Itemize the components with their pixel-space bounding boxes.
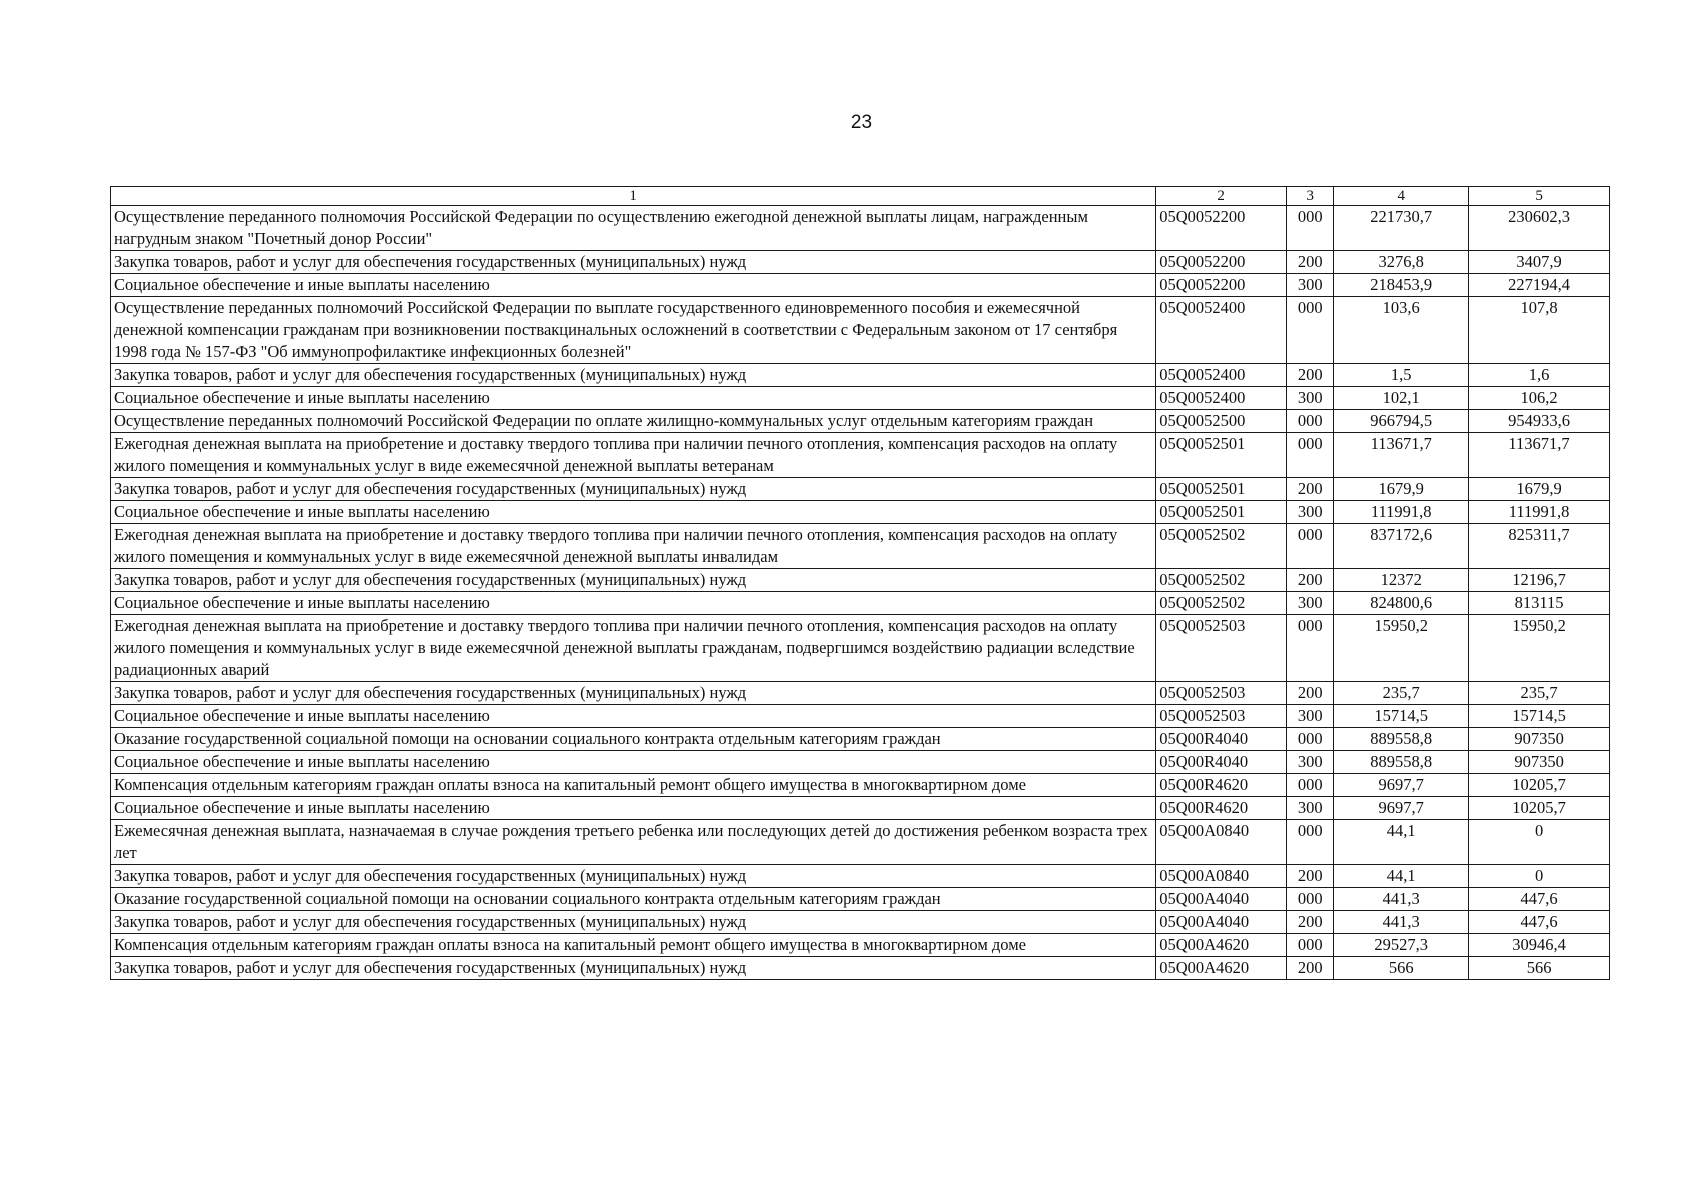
row-expense-type: 000 <box>1287 820 1334 865</box>
row-target-code: 05Q0052502 <box>1156 524 1287 569</box>
row-description: Социальное обеспечение и иные выплаты населению <box>111 705 1156 728</box>
row-amount-col5: 106,2 <box>1469 387 1610 410</box>
row-amount-col5: 566 <box>1469 957 1610 980</box>
row-description: Ежегодная денежная выплата на приобретение и доставку твердого топлива при наличии печного отопления, компенсация расходов на оплату жилого помещения и коммунальных услуг в виде ежемесячной денежной выплаты ветеранам <box>111 433 1156 478</box>
row-amount-col4: 441,3 <box>1334 911 1469 934</box>
row-amount-col5: 447,6 <box>1469 888 1610 911</box>
row-target-code: 05Q0052502 <box>1156 569 1287 592</box>
row-expense-type: 000 <box>1287 615 1334 682</box>
row-amount-col5: 907350 <box>1469 728 1610 751</box>
column-number-4: 4 <box>1334 187 1469 206</box>
row-description: Социальное обеспечение и иные выплаты населению <box>111 274 1156 297</box>
row-amount-col5: 907350 <box>1469 751 1610 774</box>
table-row <box>111 911 1610 934</box>
table-row <box>111 820 1610 865</box>
budget-table <box>110 186 1610 980</box>
row-amount-col5: 1,6 <box>1469 364 1610 387</box>
row-target-code: 05Q00A4040 <box>1156 911 1287 934</box>
row-amount-col4: 44,1 <box>1334 865 1469 888</box>
row-description: Социальное обеспечение и иные выплаты населению <box>111 592 1156 615</box>
row-amount-col5: 813115 <box>1469 592 1610 615</box>
row-description: Закупка товаров, работ и услуг для обеспечения государственных (муниципальных) нужд <box>111 478 1156 501</box>
row-description: Социальное обеспечение и иные выплаты населению <box>111 387 1156 410</box>
row-description: Оказание государственной социальной помощи на основании социального контракта отдельным категориям граждан <box>111 888 1156 911</box>
table-row <box>111 524 1610 569</box>
row-target-code: 05Q0052200 <box>1156 206 1287 251</box>
row-expense-type: 200 <box>1287 478 1334 501</box>
table-row <box>111 569 1610 592</box>
row-expense-type: 300 <box>1287 592 1334 615</box>
row-target-code: 05Q0052501 <box>1156 478 1287 501</box>
row-description: Ежегодная денежная выплата на приобретение и доставку твердого топлива при наличии печного отопления, компенсация расходов на оплату жилого помещения и коммунальных услуг в виде ежемесячной денежной выплаты гражданам, подвергшимся воздействию радиации вследствие радиационных аварий <box>111 615 1156 682</box>
table-row <box>111 751 1610 774</box>
row-expense-type: 300 <box>1287 387 1334 410</box>
row-target-code: 05Q0052400 <box>1156 364 1287 387</box>
column-number-3: 3 <box>1287 187 1334 206</box>
row-target-code: 05Q00R4620 <box>1156 774 1287 797</box>
row-amount-col4: 235,7 <box>1334 682 1469 705</box>
row-description: Социальное обеспечение и иные выплаты населению <box>111 751 1156 774</box>
table-row <box>111 705 1610 728</box>
row-amount-col4: 103,6 <box>1334 297 1469 364</box>
table-row <box>111 433 1610 478</box>
row-description: Закупка товаров, работ и услуг для обеспечения государственных (муниципальных) нужд <box>111 682 1156 705</box>
row-amount-col4: 889558,8 <box>1334 728 1469 751</box>
column-number-5: 5 <box>1469 187 1610 206</box>
row-expense-type: 000 <box>1287 433 1334 478</box>
table-row <box>111 297 1610 364</box>
table-row <box>111 797 1610 820</box>
row-target-code: 05Q00R4040 <box>1156 751 1287 774</box>
row-amount-col5: 111991,8 <box>1469 501 1610 524</box>
column-number-2: 2 <box>1156 187 1287 206</box>
table-row <box>111 387 1610 410</box>
table-row <box>111 728 1610 751</box>
row-target-code: 05Q0052200 <box>1156 251 1287 274</box>
row-target-code: 05Q0052200 <box>1156 274 1287 297</box>
row-amount-col4: 218453,9 <box>1334 274 1469 297</box>
row-target-code: 05Q0052501 <box>1156 433 1287 478</box>
table-row <box>111 934 1610 957</box>
row-amount-col5: 230602,3 <box>1469 206 1610 251</box>
row-expense-type: 000 <box>1287 774 1334 797</box>
row-amount-col4: 1679,9 <box>1334 478 1469 501</box>
row-target-code: 05Q0052502 <box>1156 592 1287 615</box>
row-description: Закупка товаров, работ и услуг для обеспечения государственных (муниципальных) нужд <box>111 957 1156 980</box>
column-number-1: 1 <box>111 187 1156 206</box>
table-row <box>111 478 1610 501</box>
row-amount-col4: 824800,6 <box>1334 592 1469 615</box>
row-description: Компенсация отдельным категориям граждан оплаты взноса на капитальный ремонт общего имущества в многоквартирном доме <box>111 774 1156 797</box>
row-description: Социальное обеспечение и иные выплаты населению <box>111 797 1156 820</box>
table-row <box>111 410 1610 433</box>
row-description: Осуществление переданного полномочия Российской Федерации по осуществлению ежегодной денежной выплаты лицам, награжденным нагрудным знаком "Почетный донор России" <box>111 206 1156 251</box>
row-expense-type: 200 <box>1287 957 1334 980</box>
row-expense-type: 300 <box>1287 501 1334 524</box>
row-expense-type: 300 <box>1287 797 1334 820</box>
row-expense-type: 200 <box>1287 364 1334 387</box>
row-expense-type: 000 <box>1287 206 1334 251</box>
row-amount-col5: 235,7 <box>1469 682 1610 705</box>
row-description: Социальное обеспечение и иные выплаты населению <box>111 501 1156 524</box>
page-number: 23 <box>850 112 873 133</box>
row-target-code: 05Q00R4040 <box>1156 728 1287 751</box>
row-target-code: 05Q0052503 <box>1156 615 1287 682</box>
row-expense-type: 300 <box>1287 705 1334 728</box>
row-amount-col4: 889558,8 <box>1334 751 1469 774</box>
row-amount-col4: 9697,7 <box>1334 774 1469 797</box>
row-amount-col4: 111991,8 <box>1334 501 1469 524</box>
row-amount-col4: 44,1 <box>1334 820 1469 865</box>
table-row <box>111 206 1610 251</box>
row-amount-col5: 3407,9 <box>1469 251 1610 274</box>
row-expense-type: 200 <box>1287 569 1334 592</box>
row-description: Закупка товаров, работ и услуг для обеспечения государственных (муниципальных) нужд <box>111 364 1156 387</box>
row-description: Ежегодная денежная выплата на приобретение и доставку твердого топлива при наличии печного отопления, компенсация расходов на оплату жилого помещения и коммунальных услуг в виде ежемесячной денежной выплаты инвалидам <box>111 524 1156 569</box>
row-amount-col4: 15714,5 <box>1334 705 1469 728</box>
row-amount-col5: 954933,6 <box>1469 410 1610 433</box>
row-target-code: 05Q00A0840 <box>1156 820 1287 865</box>
row-target-code: 05Q00R4620 <box>1156 797 1287 820</box>
row-amount-col4: 837172,6 <box>1334 524 1469 569</box>
table-row <box>111 682 1610 705</box>
row-expense-type: 200 <box>1287 682 1334 705</box>
row-target-code: 05Q0052503 <box>1156 682 1287 705</box>
row-amount-col4: 1,5 <box>1334 364 1469 387</box>
row-target-code: 05Q0052503 <box>1156 705 1287 728</box>
table-row <box>111 888 1610 911</box>
row-amount-col5: 227194,4 <box>1469 274 1610 297</box>
row-target-code: 05Q00A4620 <box>1156 934 1287 957</box>
table-row <box>111 251 1610 274</box>
row-description: Компенсация отдельным категориям граждан оплаты взноса на капитальный ремонт общего имущества в многоквартирном доме <box>111 934 1156 957</box>
row-amount-col4: 221730,7 <box>1334 206 1469 251</box>
row-expense-type: 000 <box>1287 888 1334 911</box>
row-expense-type: 000 <box>1287 410 1334 433</box>
row-expense-type: 000 <box>1287 297 1334 364</box>
row-amount-col5: 0 <box>1469 865 1610 888</box>
row-target-code: 05Q00A4040 <box>1156 888 1287 911</box>
row-description: Закупка товаров, работ и услуг для обеспечения государственных (муниципальных) нужд <box>111 251 1156 274</box>
row-amount-col5: 0 <box>1469 820 1610 865</box>
row-description: Закупка товаров, работ и услуг для обеспечения государственных (муниципальных) нужд <box>111 911 1156 934</box>
row-amount-col4: 3276,8 <box>1334 251 1469 274</box>
row-amount-col5: 113671,7 <box>1469 433 1610 478</box>
table-row <box>111 865 1610 888</box>
row-amount-col5: 1679,9 <box>1469 478 1610 501</box>
column-number-row <box>111 187 1610 206</box>
row-amount-col4: 29527,3 <box>1334 934 1469 957</box>
row-amount-col5: 107,8 <box>1469 297 1610 364</box>
row-amount-col4: 9697,7 <box>1334 797 1469 820</box>
row-amount-col5: 10205,7 <box>1469 797 1610 820</box>
row-expense-type: 000 <box>1287 728 1334 751</box>
row-description: Осуществление переданных полномочий Российской Федерации по оплате жилищно-коммунальных услуг отдельным категориям граждан <box>111 410 1156 433</box>
row-amount-col5: 15714,5 <box>1469 705 1610 728</box>
row-description: Ежемесячная денежная выплата, назначаемая в случае рождения третьего ребенка или последующих детей до достижения ребенком возраста трех лет <box>111 820 1156 865</box>
row-expense-type: 300 <box>1287 274 1334 297</box>
table-row <box>111 957 1610 980</box>
row-amount-col5: 15950,2 <box>1469 615 1610 682</box>
row-amount-col5: 825311,7 <box>1469 524 1610 569</box>
row-amount-col5: 10205,7 <box>1469 774 1610 797</box>
row-amount-col5: 12196,7 <box>1469 569 1610 592</box>
row-amount-col5: 447,6 <box>1469 911 1610 934</box>
table-row <box>111 592 1610 615</box>
row-target-code: 05Q00A0840 <box>1156 865 1287 888</box>
row-amount-col4: 15950,2 <box>1334 615 1469 682</box>
row-description: Закупка товаров, работ и услуг для обеспечения государственных (муниципальных) нужд <box>111 865 1156 888</box>
row-expense-type: 200 <box>1287 911 1334 934</box>
table-row <box>111 274 1610 297</box>
row-target-code: 05Q0052400 <box>1156 297 1287 364</box>
row-expense-type: 200 <box>1287 865 1334 888</box>
table-row <box>111 615 1610 682</box>
row-expense-type: 200 <box>1287 251 1334 274</box>
table-row <box>111 501 1610 524</box>
row-amount-col4: 966794,5 <box>1334 410 1469 433</box>
row-description: Осуществление переданных полномочий Российской Федерации по выплате государственного единовременного пособия и ежемесячной денежной компенсации гражданам при возникновении поствакцинальных осложнений в соответствии с Федеральным законом от 17 сентября 1998 года № 157-ФЗ "Об иммунопрофилактике инфекционных болезней" <box>111 297 1156 364</box>
row-target-code: 05Q00A4620 <box>1156 957 1287 980</box>
row-target-code: 05Q0052400 <box>1156 387 1287 410</box>
row-description: Закупка товаров, работ и услуг для обеспечения государственных (муниципальных) нужд <box>111 569 1156 592</box>
row-target-code: 05Q0052501 <box>1156 501 1287 524</box>
table-row <box>111 774 1610 797</box>
row-target-code: 05Q0052500 <box>1156 410 1287 433</box>
table-row <box>111 364 1610 387</box>
row-amount-col4: 102,1 <box>1334 387 1469 410</box>
row-expense-type: 000 <box>1287 524 1334 569</box>
row-expense-type: 000 <box>1287 934 1334 957</box>
row-description: Оказание государственной социальной помощи на основании социального контракта отдельным категориям граждан <box>111 728 1156 751</box>
row-amount-col4: 441,3 <box>1334 888 1469 911</box>
row-amount-col4: 566 <box>1334 957 1469 980</box>
row-amount-col4: 113671,7 <box>1334 433 1469 478</box>
row-amount-col5: 30946,4 <box>1469 934 1610 957</box>
row-amount-col4: 12372 <box>1334 569 1469 592</box>
row-expense-type: 300 <box>1287 751 1334 774</box>
